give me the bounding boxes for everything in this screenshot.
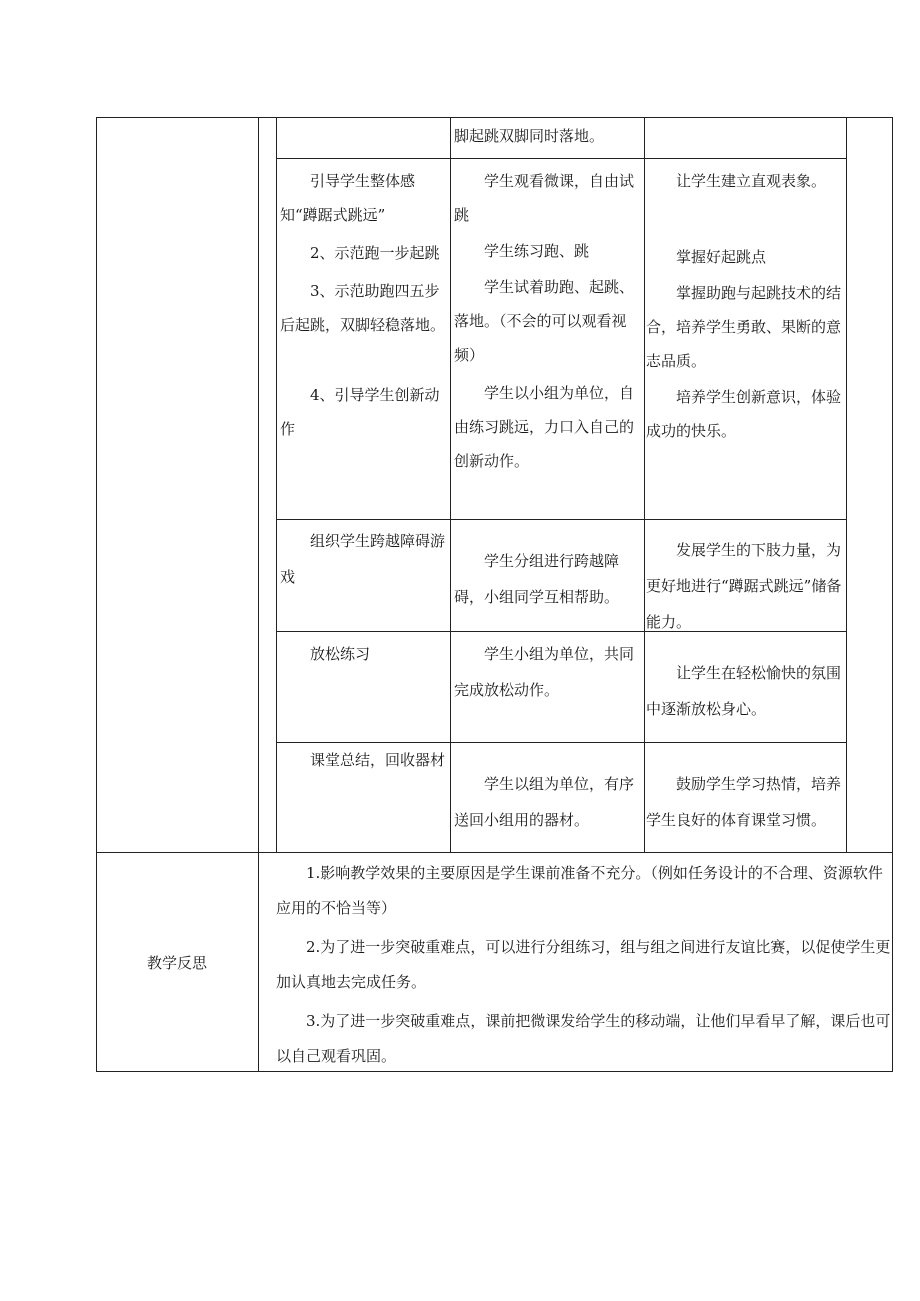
student-text: 学生分组进行跨越障碍，小组同学互相帮助。 [454, 552, 620, 606]
student-text: 学生小组为单位，共同完成放松动作。 [454, 645, 635, 699]
purpose-text: 让学生建立直观表象。 [676, 172, 827, 190]
purpose-cell-row4 [646, 766, 844, 838]
column-divider [644, 117, 645, 853]
student-text: 学生练习跑、跳 [484, 242, 590, 260]
column-divider [846, 117, 847, 853]
purpose-cell-row3 [646, 655, 844, 727]
teacher-text: 组织学生跨越障碍游戏 [280, 532, 446, 586]
column-divider [276, 117, 277, 853]
section-divider [96, 852, 893, 853]
teacher-text: 放松练习 [310, 645, 371, 663]
teacher-cell-row1 [280, 164, 448, 446]
teacher-text: 4、引导学生创新动作 [280, 386, 440, 438]
student-cell-row0 [454, 118, 642, 154]
purpose-text: 掌握助跑与起跳技术的结合，培养学生勇敢、果断的意志品质。 [646, 284, 842, 370]
reflection-item: 3.为了进一步突破重难点，课前把微课发给学生的移动端，让他们早看早了解，课后也可以自己观看巩固。 [276, 1012, 891, 1065]
purpose-text: 发展学生的下肢力量，为更好地进行“蹲踞式跳远”储备能力。 [646, 541, 842, 631]
teacher-text: 引导学生整体感知“蹲踞式跳远” [280, 172, 416, 224]
table-left-border [96, 117, 97, 1072]
purpose-text: 让学生在轻松愉快的氛围中逐渐放松身心。 [646, 664, 842, 718]
student-text: 学生以组为单位，有序送回小组用的器材。 [454, 775, 635, 829]
teacher-text: 2、示范跑一步起跳 [310, 244, 440, 262]
student-cell-row4 [454, 766, 642, 838]
row-divider [276, 158, 846, 159]
teacher-cell-row3 [280, 636, 448, 672]
purpose-text: 培养学生创新意识，体验成功的快乐。 [646, 388, 842, 440]
purpose-text: 鼓励学生学习热情，培养学生良好的体育课堂习惯。 [646, 775, 842, 829]
student-text: 学生以小组为单位，自由练习跳远，力口入自己的创新动作。 [454, 384, 635, 470]
column-divider [450, 117, 451, 853]
student-text: 脚起跳双脚同时落地。 [454, 127, 605, 145]
reflection-label: 教学反思 [146, 954, 207, 972]
reflection-content [276, 856, 892, 1074]
purpose-text: 掌握好起跳点 [676, 248, 767, 266]
purpose-cell-row2 [646, 532, 844, 640]
reflection-item: 1.影响教学效果的主要原因是学生课前准备不充分。（例如任务设计的不合理、资源软件应用的不恰当等） [276, 864, 883, 917]
student-cell-row1 [454, 164, 642, 478]
reflection-item: 2.为了进一步突破重难点，可以进行分组练习，组与组之间进行友谊比赛，以促使学生更加认真地去完成任务。 [276, 938, 891, 991]
teacher-text: 课堂总结，回收器材 [310, 751, 446, 769]
column-divider [258, 117, 259, 1072]
teacher-cell-row2 [280, 523, 448, 595]
student-text: 学生试着助跑、起跳、落地。（不会的可以观看视频） [454, 278, 635, 364]
teacher-text: 3、示范助跑四五步后起跳，双脚轻稳落地。 [280, 282, 446, 334]
table-right-border [892, 117, 893, 1072]
row-divider [276, 519, 846, 520]
student-cell-row3 [454, 636, 642, 708]
student-text: 学生观看微课，自由试跳 [454, 172, 635, 224]
student-cell-row2 [454, 543, 642, 615]
teacher-cell-row4 [280, 742, 448, 778]
purpose-cell-row1 [646, 164, 844, 448]
